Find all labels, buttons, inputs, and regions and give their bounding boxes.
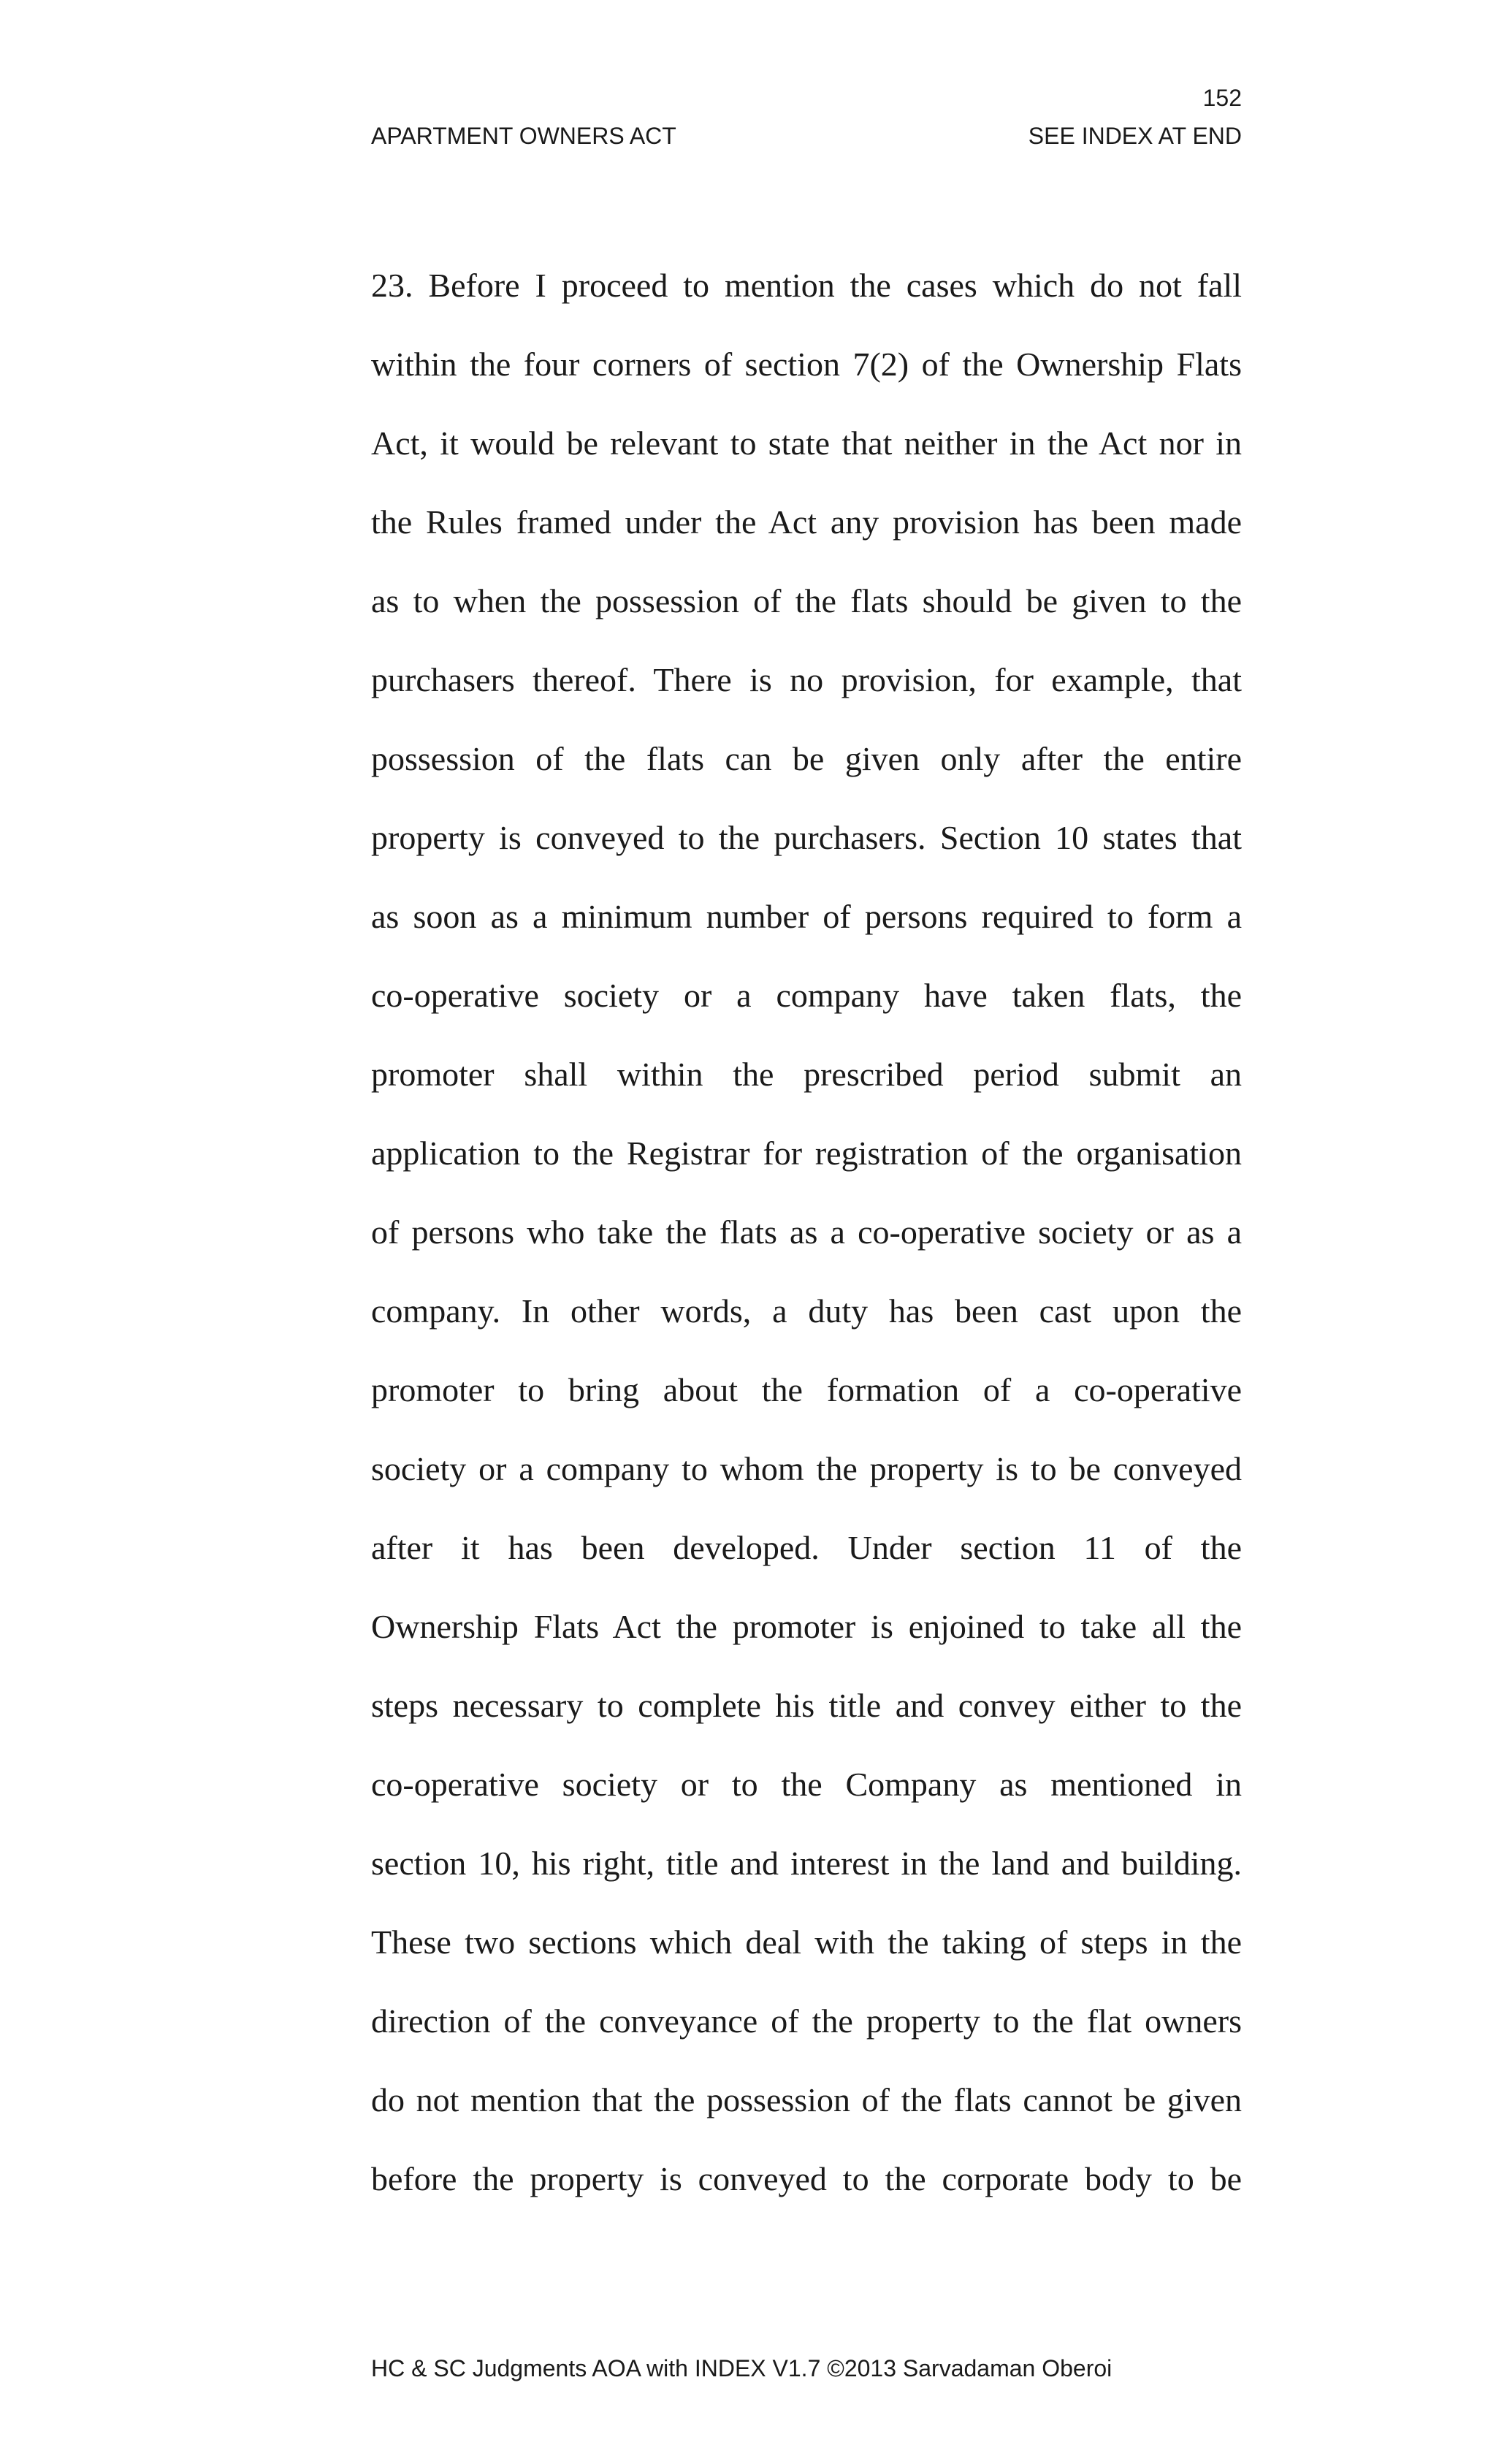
text-line: steps necessary to complete his title and convey either to the — [371, 1687, 1242, 1724]
judgment-paragraph — [371, 262, 1242, 2234]
running-header-index-note: SEE INDEX AT END — [1028, 123, 1242, 149]
text-line: the Rules framed under the Act any provision has been made — [371, 503, 1242, 541]
text-line: direction of the conveyance of the property to the flat owners — [371, 2002, 1242, 2040]
text-line: as soon as a minimum number of persons required to form a — [371, 898, 1242, 935]
text-line: Ownership Flats Act the promoter is enjoined to take all the — [371, 1608, 1242, 1645]
text-line: property is conveyed to the purchasers. Section 10 states that — [371, 819, 1242, 856]
text-line: application to the Registrar for registration of the organisation — [371, 1134, 1242, 1172]
text-line: possession of the flats can be given only after the entire — [371, 740, 1242, 777]
text-line: company. In other words, a duty has been cast upon the — [371, 1292, 1242, 1330]
text-line: as to when the possession of the flats should be given to the — [371, 582, 1242, 619]
text-line: after it has been developed. Under section 11 of the — [371, 1529, 1242, 1566]
text-line: promoter shall within the prescribed period submit an — [371, 1056, 1242, 1093]
text-line: society or a company to whom the property is to be conveyed — [371, 1450, 1242, 1487]
running-header-title: APARTMENT OWNERS ACT — [371, 123, 676, 149]
text-line: purchasers thereof. There is no provision, for example, that — [371, 661, 1242, 698]
page-number: 152 — [1202, 85, 1242, 111]
text-line: Act, it would be relevant to state that neither in the Act nor in — [371, 424, 1242, 462]
text-line: do not mention that the possession of the flats cannot be given — [371, 2081, 1242, 2118]
text-line: promoter to bring about the formation of a co-operative — [371, 1371, 1242, 1408]
text-line: These two sections which deal with the taking of steps in the — [371, 1923, 1242, 1961]
text-line: co-operative society or to the Company as mentioned in — [371, 1766, 1242, 1803]
text-line: within the four corners of section 7(2) of the Ownership Flats — [371, 346, 1242, 383]
text-line: of persons who take the flats as a co-operative society or as a — [371, 1213, 1242, 1251]
text-line: co-operative society or a company have taken flats, the — [371, 977, 1242, 1014]
text-line: 23. Before I proceed to mention the cases which do not fall — [371, 267, 1242, 304]
text-line: section 10, his right, title and interest in the land and building. — [371, 1845, 1242, 1882]
page-footer: HC & SC Judgments AOA with INDEX V1.7 ©2013 Sarvadaman Oberoi — [371, 2355, 1113, 2381]
text-line: before the property is conveyed to the corporate body to be — [371, 2160, 1242, 2197]
